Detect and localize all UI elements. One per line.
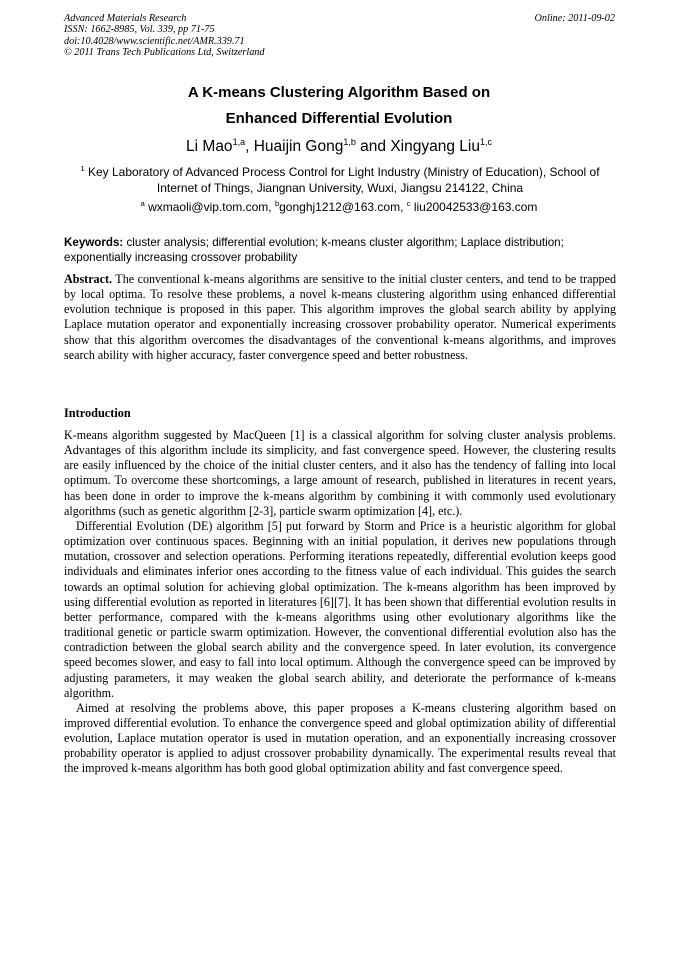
affiliation — [64, 165, 616, 196]
paper-title — [0, 80, 678, 132]
author-list — [0, 137, 678, 157]
journal-name: Advanced Materials Research — [64, 13, 187, 24]
email-address[interactable]: gonghj1212@163.com, — [279, 200, 407, 214]
abstract-text: The conventional k-means algorithms are sensitive to the initial cluster centers, and tend to be trapped by local optima. To resolve these problems, a novel k-means clustering algorithm using enhanced differential evolution technique is proposed in this paper. This algorithm improves the global search ability by applying Laplace mutation operator and exponentially increasing crossover probability operator. Numerical experiments show that this algorithm overcomes the disadvantages of the conventional k-means algorithms, and improves search ability with higher accuracy, faster convergence speed and better robustness. — [64, 272, 616, 362]
introduction-body — [64, 428, 616, 777]
email-address[interactable]: liu20042533@163.com — [410, 200, 538, 214]
author-affil-sup: 1,c — [479, 137, 492, 147]
doi-line: doi:10.4028/www.scientific.net/AMR.339.71 — [64, 35, 245, 47]
keywords — [64, 236, 616, 266]
abstract — [64, 272, 616, 363]
abstract-label: Abstract. — [64, 272, 113, 286]
author-separator: , — [245, 138, 254, 155]
author-name: Huaijin Gong — [253, 138, 344, 155]
author-affil-sup: 1,a — [232, 137, 246, 147]
online-date: Online: 2011-09-02 — [534, 13, 615, 24]
email-sup: a — [140, 199, 145, 208]
journal-header — [64, 13, 264, 59]
paragraph: Differential Evolution (DE) algorithm [5] put forward by Storm and Price is a heuristic algorithm for global optimization over continuous spaces. Beginning with an initial population, it derives new populations through mutation, crossover and selection operations. Performing iterations repeatedly, differential evolution keeps good individuals and eliminates inferior ones according to the fitness value of each individual. This guides the search towards an optimal solution for achieving global optimization. The k-means algorithm has been improved by using differential evolution as reported in literatures [6][7]. It has been shown that differential evolution results in better performance, compared with the k-means algorithms using other evolutionary algorithms like the traditional genetic or particle swarm optimization. However, the conventional differential evolution also has the contradiction between the global search ability and the convergence speed. In later evolution, its convergence speed becomes slower, and easy to fall into local optimum. Although the convergence speed can be improved by adjusting parameters, it may weaken the global search ability, and deteriorate the performance of k-means algorithm. — [64, 518, 616, 700]
author-name: Xingyang Liu — [390, 138, 480, 155]
author-affil-sup: 1,b — [343, 137, 356, 147]
title-line-2: Enhanced Differential Evolution — [225, 110, 453, 127]
affiliation-sup: 1 — [80, 164, 85, 173]
email-sup: b — [274, 199, 280, 208]
keywords-text: cluster analysis; differential evolution; k-means cluster algorithm; Laplace distribution; exponentially increasing crossover probability — [64, 236, 564, 264]
title-line-1: A K-means Clustering Algorithm Based on — [187, 84, 491, 101]
paragraph: Aimed at resolving the problems above, this paper proposes a K-means clustering algorithm based on improved differential evolution. To enhance the convergence speed and global optimization ability of differential evolution, Laplace mutation operator is used in mutation operation, and an exponentially increasing crossover probability operator is applied to adjust crossover probability dynamically. The experimental results reveal that the improved k-means algorithm has both good global optimization ability and fast convergence speed. — [64, 700, 616, 776]
email-sup: c — [406, 199, 411, 208]
keywords-label: Keywords: — [64, 236, 124, 249]
paragraph: K-means algorithm suggested by MacQueen [1] is a classical algorithm for solving cluster analysis problems. Advantages of this algorithm include its simplicity, and fast convergence speed. However, the clustering results are easily influenced by the choice of the initial cluster centers, and it also has the tendency of falling into local optimum. To overcome these shortcomings, a large amount of research, published in literatures in recent years, has been done in order to improve the k-means algorithm by combining it with commonly used evolutionary algorithms (such as genetic algorithm [2-3], particle swarm optimization [4], etc.). — [64, 428, 616, 518]
affiliation-text: Key Laboratory of Advanced Process Control for Light Industry (Ministry of Education), School of Internet of Things, Jiangnan University, Wuxi, Jiangsu 214122, China — [84, 165, 600, 195]
section-heading-introduction: Introduction — [64, 406, 131, 420]
author-name: Li Mao — [186, 138, 233, 155]
copyright-line: © 2011 Trans Tech Publications Ltd, Switzerland — [64, 47, 265, 59]
email-list — [0, 200, 678, 215]
author-separator: and — [355, 138, 391, 155]
issn-line: ISSN: 1662-8985, Vol. 339, pp 71-75 — [64, 24, 215, 36]
email-address[interactable]: wxmaoli@vip.tom.com, — [144, 200, 275, 214]
